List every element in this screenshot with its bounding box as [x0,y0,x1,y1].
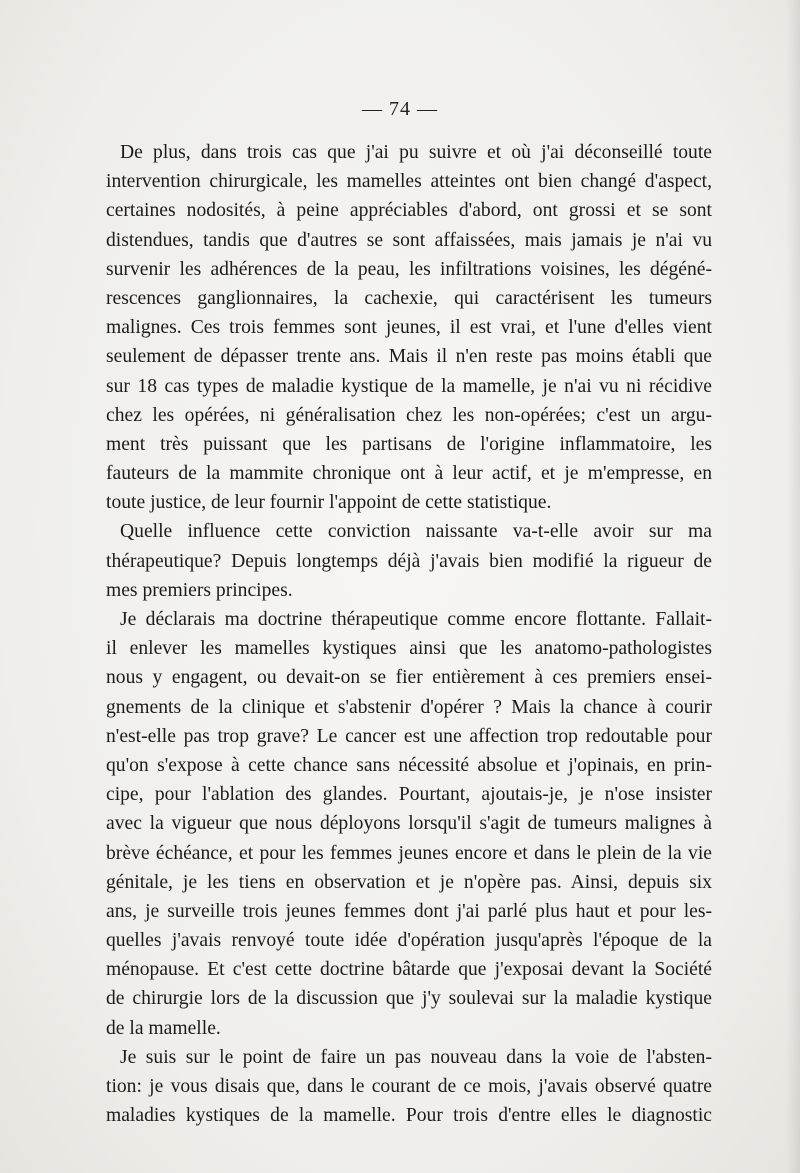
text-line: malignes. Ces trois femmes sont jeunes, il est vrai, et l'une d'elles vient [106,317,712,339]
paragraph [106,138,712,517]
text-line: thérapeutique? Depuis longtemps déjà j'avais bien modifié la rigueur de [106,550,712,572]
body-text [106,138,712,1130]
text-line: brève échéance, et pour les femmes jeunes encore et dans le plein de la vie [106,842,712,864]
text-line: il enlever les mamelles kystiques ainsi que les anatomo-pathologistes [106,638,712,660]
text-line: De plus, dans trois cas que j'ai pu suivre et où j'ai déconseillé toute [120,142,712,163]
text-line: mes premiers principes. [106,579,293,601]
text-line: seulement de dépasser trente ans. Mais il n'en reste pas moins établi que [106,346,712,368]
text-line: quelles j'avais renvoyé toute idée d'opération jusqu'après l'époque de la [106,930,712,952]
text-line: Je déclarais ma doctrine thérapeutique comme encore flottante. Fallait- [120,609,712,630]
text-line: toute justice, de leur fournir l'appoint de cette statistique. [106,492,552,514]
text-line: intervention chirurgicale, les mamelles atteintes ont bien changé d'aspect, [106,171,712,193]
text-line: avec la vigueur que nous déployons lorsqu'il s'agit de tumeurs malignes à [106,813,712,835]
text-line: rescences ganglionnaires, la cachexie, qui caractérisent les tumeurs [106,287,712,309]
text-line: fauteurs de la mammite chronique ont à leur actif, et je m'empresse, en [106,463,712,485]
text-line: gnements de la clinique et s'abstenir d'opérer ? Mais la chance à courir [106,696,712,718]
paragraph [106,517,712,605]
text-line: ans, je surveille trois jeunes femmes dont j'ai parlé plus haut et pour les- [106,900,712,922]
text-line: de chirurgie lors de la discussion que j'y soulevai sur la maladie kystique [106,988,712,1010]
paragraph [106,605,712,1043]
text-line: Quelle influence cette conviction naissante va-t-elle avoir sur ma [120,521,712,543]
text-line: génitale, je les tiens en observation et je n'opère pas. Ainsi, depuis six [106,871,712,893]
text-line: n'est-elle pas trop grave? Le cancer est une affection trop redoutable pour [106,725,712,747]
text-line: ménopause. Et c'est cette doctrine bâtarde que j'exposai devant la Société [106,959,712,981]
text-line: de la mamelle. [106,1017,221,1039]
page-number: — 74 — [362,98,438,120]
text-line: tion: je vous disais que, dans le courant de ce mois, j'avais observé quatre [106,1076,712,1097]
text-line: certaines nodosités, à peine appréciables d'abord, ont grossi et se sont [106,200,712,222]
text-line: distendues, tandis que d'autres se sont affaissées, mais jamais je n'ai vu [106,229,712,251]
text-line: nous y engagent, ou devait-on se fier entièrement à ces premiers ensei- [106,667,712,689]
text-line: qu'on s'expose à cette chance sans nécessité absolue et j'opinais, en prin- [106,754,712,776]
text-line: cipe, pour l'ablation des glandes. Pourtant, ajoutais-je, je n'ose insister [106,784,712,806]
text-line: maladies kystiques de la mamelle. Pour trois d'entre elles le diagnostic [106,1105,712,1127]
paragraph [106,1043,712,1131]
text-line: ment très puissant que les partisans de l'origine inflammatoire, les [106,433,712,455]
text-line: sur 18 cas types de maladie kystique de la mamelle, je n'ai vu ni récidive [106,375,712,397]
text-line: chez les opérées, ni généralisation chez les non-opérées; c'est un argu- [106,404,712,426]
page-edge-shadow [786,0,800,1173]
text-line: Je suis sur le point de faire un pas nouveau dans la voie de l'absten- [120,1046,712,1068]
text-line: survenir les adhérences de la peau, les infiltrations voisines, les dégéné- [106,258,712,280]
